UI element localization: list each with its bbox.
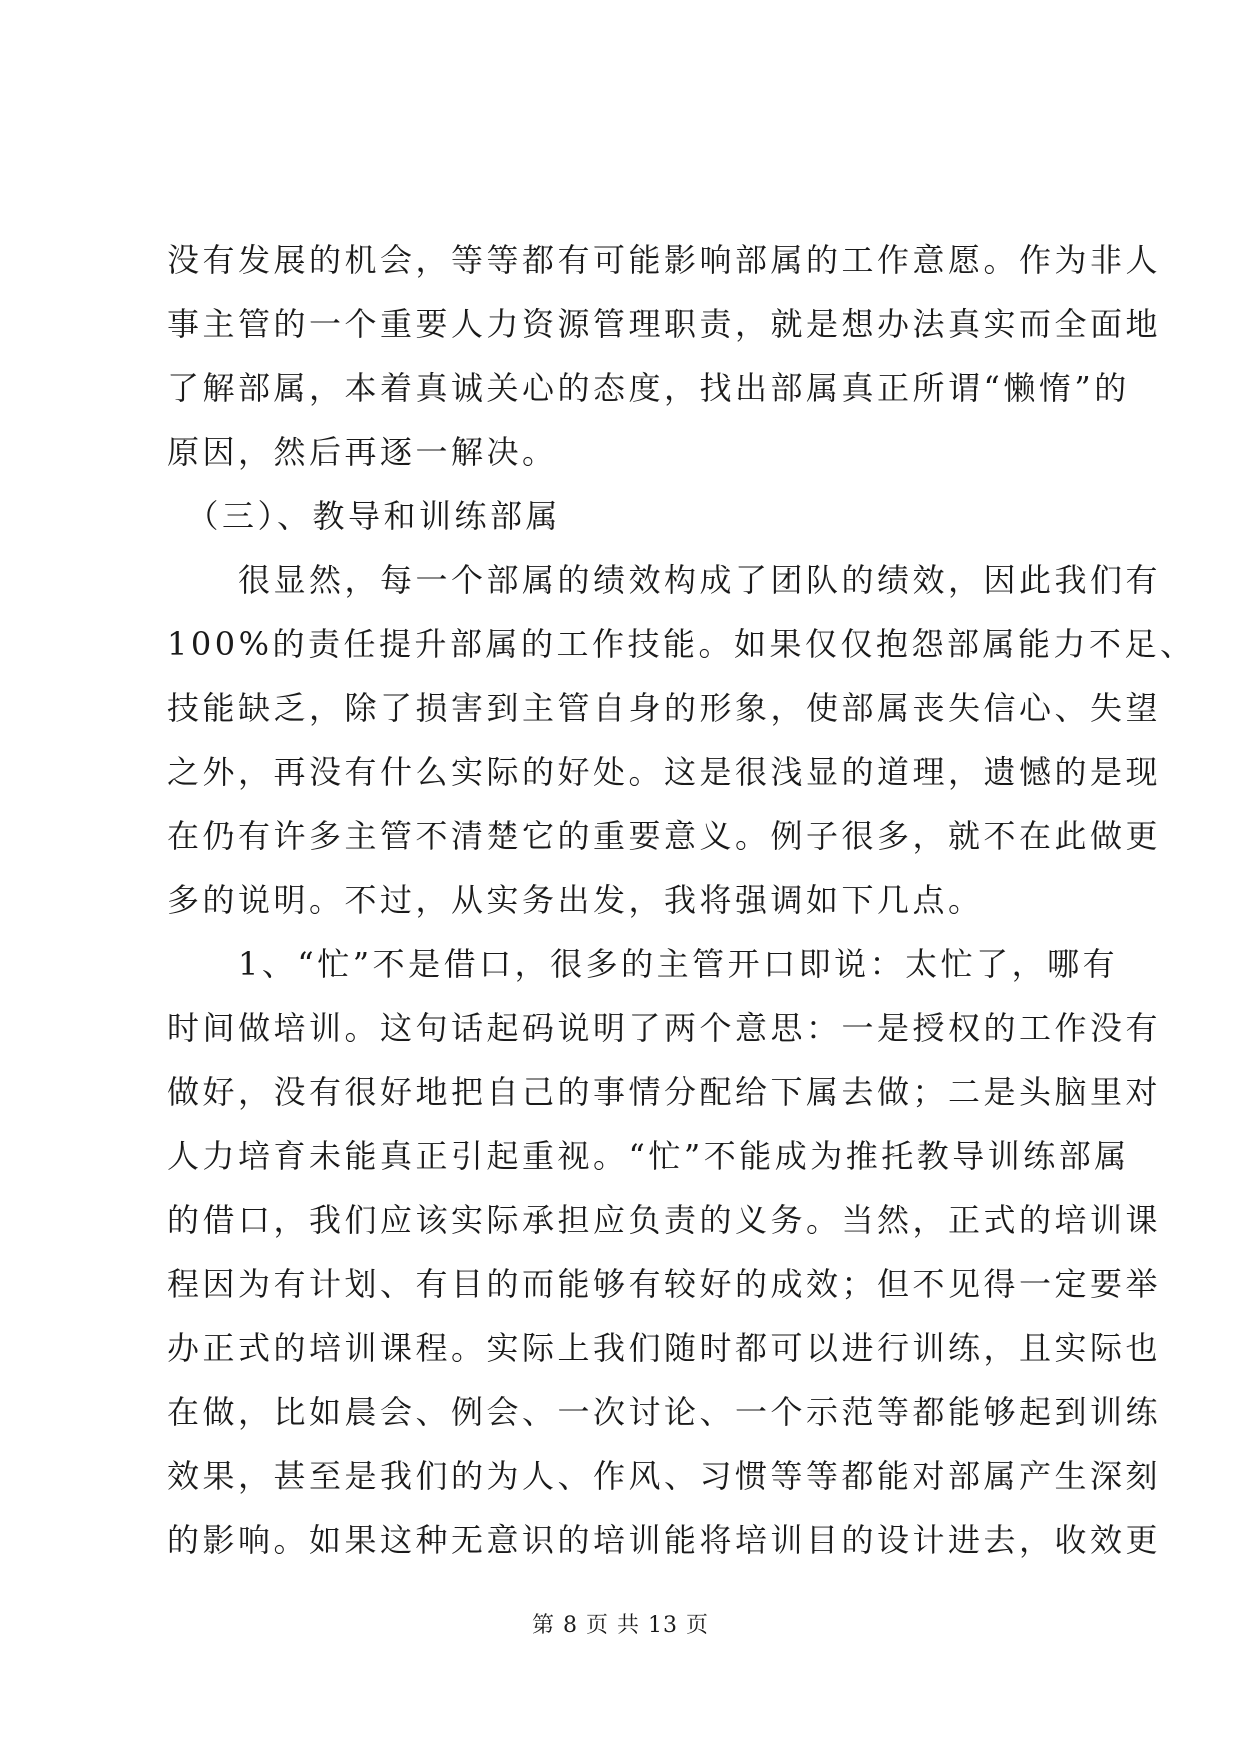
text-line: 的影响。如果这种无意识的培训能将培训目的设计进去，收效更	[167, 1521, 1162, 1559]
text-line: 了解部属，本着真诚关心的态度，找出部属真正所谓“懒惰”的	[167, 369, 1130, 407]
text-line: 事主管的一个重要人力资源管理职责，就是想办法真实而全面地	[167, 305, 1162, 343]
text-line: 1、“忙”不是借口，很多的主管开口即说：太忙了，哪有	[167, 945, 1119, 983]
text-line: 100%的责任提升部属的工作技能。如果仅仅抱怨部属能力不足、	[167, 625, 1196, 663]
text-line: 的借口，我们应该实际承担应负责的义务。当然，正式的培训课	[167, 1201, 1162, 1239]
text-line: 人力培育未能真正引起重视。“忙”不能成为推托教导训练部属	[167, 1137, 1130, 1175]
text-line: 没有发展的机会，等等都有可能影响部属的工作意愿。作为非人	[167, 241, 1162, 279]
text-line: 多的说明。不过，从实务出发，我将强调如下几点。	[167, 881, 984, 919]
body-text	[167, 228, 1196, 1572]
text-line: 原因，然后再逐一解决。	[167, 433, 558, 471]
text-line: 技能缺乏，除了损害到主管自身的形象，使部属丧失信心、失望	[167, 689, 1162, 727]
text-line: 之外，再没有什么实际的好处。这是很浅显的道理，遗憾的是现	[167, 753, 1162, 791]
text-line: 效果，甚至是我们的为人、作风、习惯等等都能对部属产生深刻	[167, 1457, 1162, 1495]
text-line: 办正式的培训课程。实际上我们随时都可以进行训练，且实际也	[167, 1329, 1162, 1367]
page-footer: 第 8 页 共 13 页	[532, 1613, 709, 1638]
text-line: 程因为有计划、有目的而能够有较好的成效；但不见得一定要举	[167, 1265, 1162, 1303]
text-line: 时间做培训。这句话起码说明了两个意思：一是授权的工作没有	[167, 1009, 1162, 1047]
text-line: 很显然，每一个部属的绩效构成了团队的绩效，因此我们有	[167, 561, 1162, 599]
text-line: 做好，没有很好地把自己的事情分配给下属去做；二是头脑里对	[167, 1073, 1162, 1111]
text-line: 在做，比如晨会、例会、一次讨论、一个示范等都能够起到训练	[167, 1393, 1162, 1431]
text-line: 在仍有许多主管不清楚它的重要意义。例子很多，就不在此做更	[167, 817, 1162, 855]
section-heading: （三）、教导和训练部属	[167, 497, 562, 535]
